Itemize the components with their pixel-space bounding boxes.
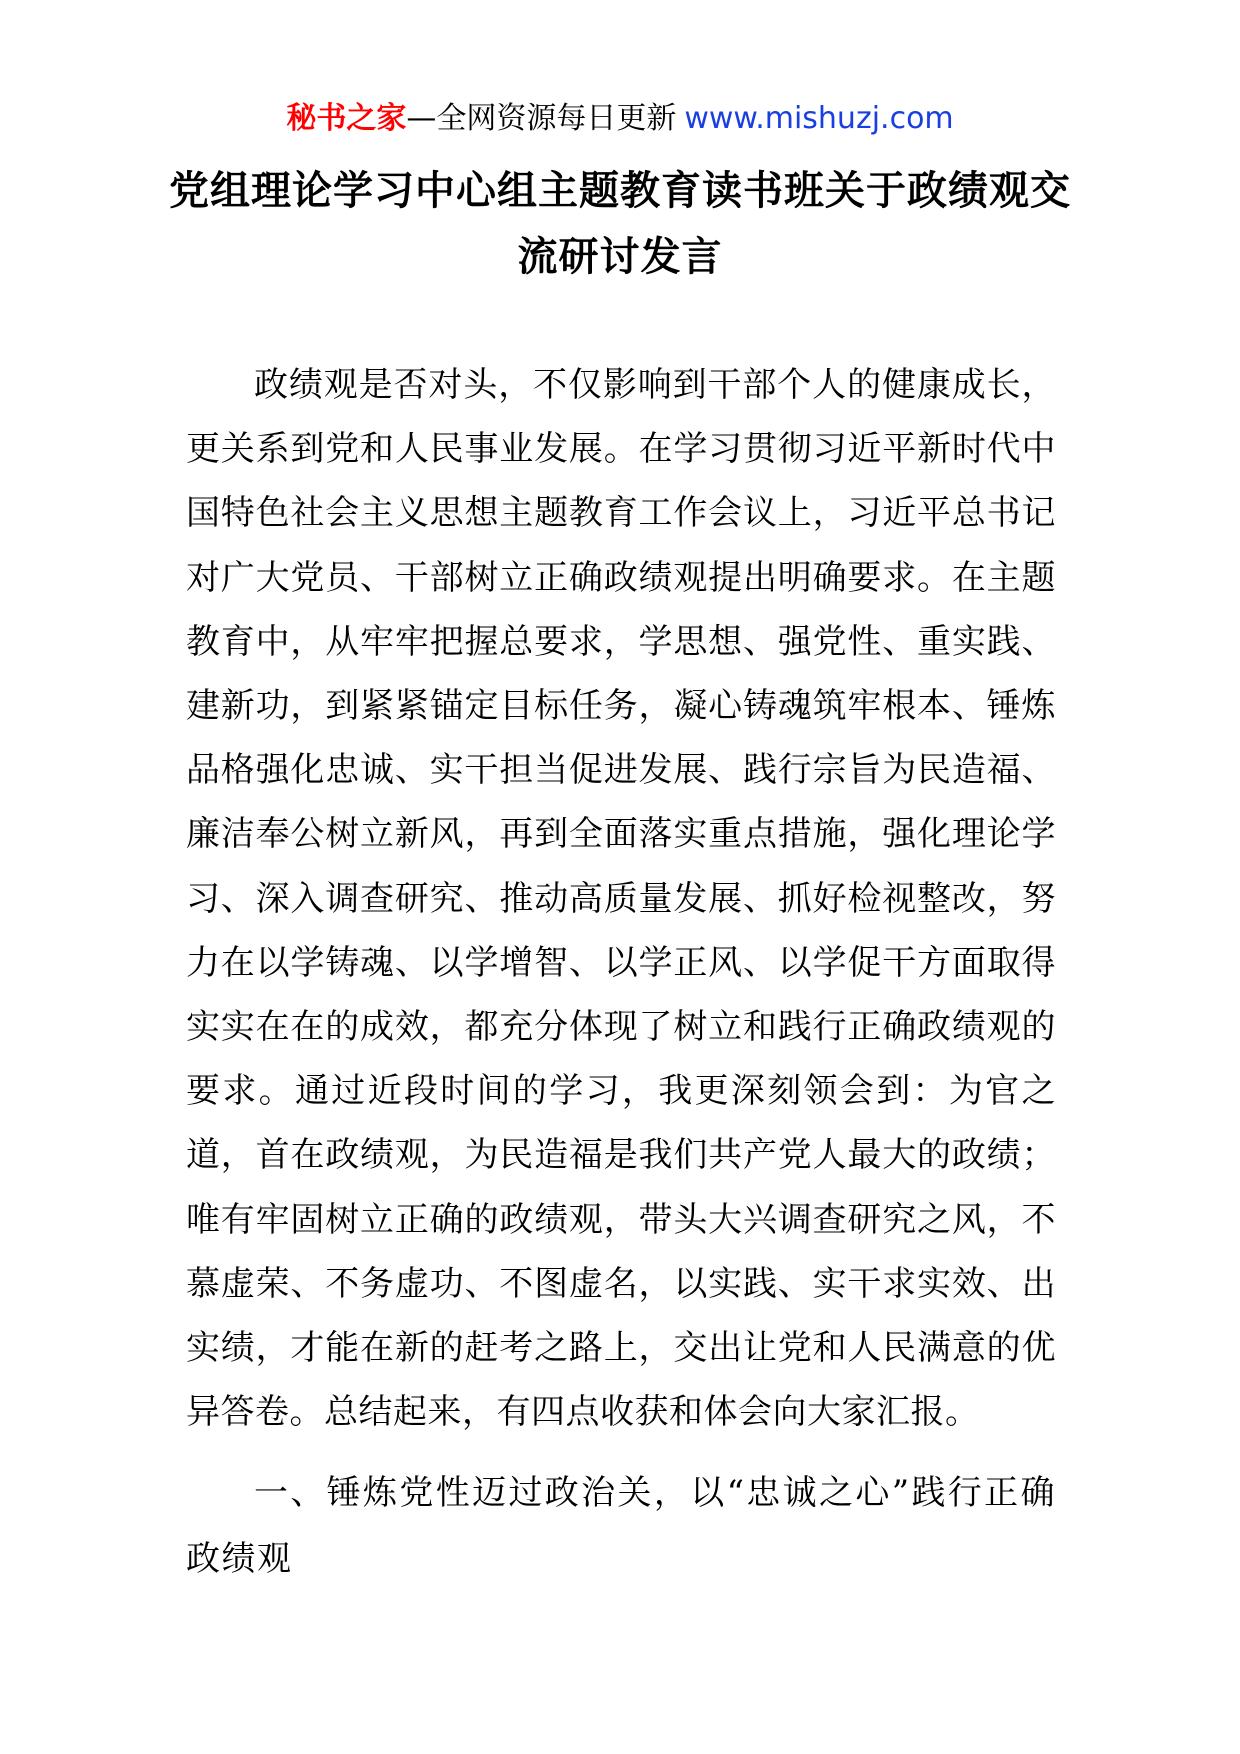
section-heading: 一、锤炼党性迈过政治关，以“忠诚之心”践行正确政绩观 [186, 1473, 1056, 1579]
brand-name: 秘书之家 [286, 101, 407, 136]
site-url-link[interactable]: www.mishuzj.com [684, 101, 954, 136]
header-tagline: —全网资源每日更新 [406, 101, 677, 136]
body-paragraph: 政绩观是否对头，不仅影响到干部个人的健康成长，更关系到党和人民事业发展。在学习贯彻习近平新时代中国特色社会主义思想主题教育工作会议上，习近平总书记对广大党员、干部树立正确政绩观提出明确要求。在主题教育中，从牢牢把握总要求，学思想、强党性、重实践、建新功，到紧紧锚定目标任务，凝心铸魂筑牢根本、锤炼品格强化忠诚、实干担当促进发展、践行宗旨为民造福、廉洁奉公树立新风，再到全面落实重点措施，强化理论学习、深入调查研究、推动高质量发展、抓好检视整改，努力在以学铸魂、以学增智、以学正风、以学促干方面取得实实在在的成效，都充分体现了树立和践行正确政绩观的要求。通过近段时间的学习，我更深刻领会到：为官之道，首在政绩观，为民造福是我们共产党人最大的政绩；唯有牢固树立正确的政绩观，带头大兴调查研究之风，不慕虚荣、不务虚功、不图虚名，以实践、实干求实效、出实绩，才能在新的赶考之路上，交出让党和人民满意的优异答卷。总结起来，有四点收获和体会向大家汇报。 [186, 365, 1056, 1433]
document-title: 党组理论学习中心组主题教育读书班关于政绩观交流研讨发言 [169, 168, 1071, 280]
watermark-header [0, 98, 1240, 140]
